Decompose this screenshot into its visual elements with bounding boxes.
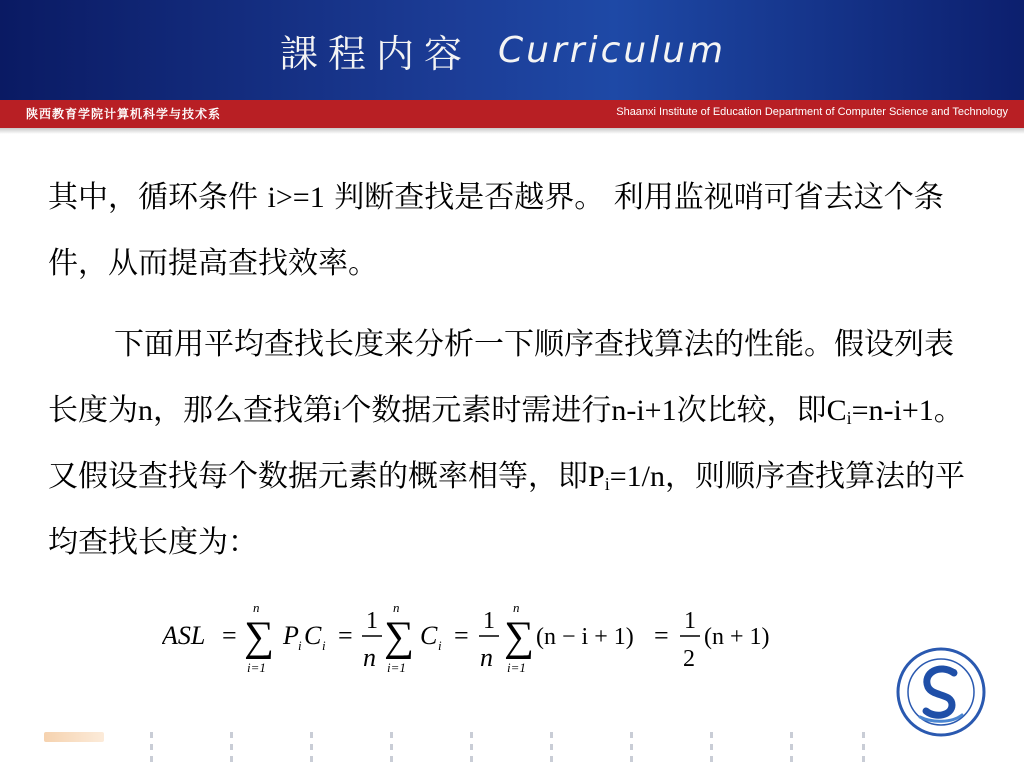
p2-i: i <box>333 394 342 427</box>
tick-mark <box>230 732 233 768</box>
formula-eq-3: = <box>454 621 469 650</box>
p1-text-b: 判断查找是否越界。 利用监视哨可省去这个条件，从而提高查找效率。 <box>48 180 944 281</box>
p2-pi-expr: =1/n <box>609 460 665 493</box>
tick-mark <box>630 732 633 768</box>
title-english: Curriculum <box>498 29 727 71</box>
tick-mark <box>550 732 553 768</box>
frac3-den: 2 <box>683 646 695 672</box>
org-name-english: Shaanxi Institute of Education Department of Computer Science and Technology <box>616 106 1008 118</box>
tick-mark <box>470 732 473 768</box>
frac1-num: 1 <box>366 608 378 634</box>
sum2-top: n <box>393 600 400 615</box>
org-name-chinese: 陕西教育学院计算机科学与技术系 <box>26 107 222 121</box>
p1-text-a: 其中，循环条件 <box>48 180 268 215</box>
sum1-top: n <box>253 600 260 615</box>
tick-mark <box>790 732 793 768</box>
p2-text-a: 下面用平均查找长度来分析一下顺序查找算法的性能。假设列表长度为 <box>48 327 954 428</box>
p2-pi-base: P <box>588 460 605 493</box>
p2-expr: n-i+1 <box>611 394 677 427</box>
p2-ci-expr: =n-i+1 <box>851 394 934 427</box>
frac2-num: 1 <box>483 608 495 634</box>
paragraph-analysis <box>48 312 978 576</box>
slide-title <box>280 22 726 78</box>
sum3-top: n <box>513 600 520 615</box>
band-shadow <box>0 128 1024 134</box>
formula-ci-2-sub: i <box>438 638 442 653</box>
frac2-den: n <box>480 643 493 672</box>
p2-text-b: ，那么查找第 <box>153 393 333 428</box>
sum3-sigma: ∑ <box>504 614 534 660</box>
p2-ci <box>827 394 934 427</box>
formula-eq-4: = <box>654 621 669 650</box>
tick-mark <box>310 732 313 768</box>
tick-mark <box>862 732 865 768</box>
sum2-sigma: ∑ <box>384 614 414 660</box>
formula-pi: P <box>283 621 299 650</box>
p2-ci-sub: i <box>846 408 852 428</box>
p2-text-f: ，则顺序查找算法的平均查找长度为： <box>48 459 965 560</box>
tick-mark <box>390 732 393 768</box>
formula-eq-2: = <box>338 621 353 650</box>
formula-ci: C <box>304 621 322 650</box>
p2-text-c: 个数据元素时需进行 <box>341 393 612 428</box>
formula-asl: ASL <box>162 621 206 650</box>
slide-header <box>0 0 1024 100</box>
formula-eq-1: = <box>222 621 237 650</box>
tick-mark <box>150 732 153 768</box>
frac1-den: n <box>363 643 376 672</box>
sum2-bottom: i=1 <box>387 660 406 675</box>
p2-n: n <box>138 394 153 427</box>
formula-ci-sub: i <box>322 638 326 653</box>
p2-pi <box>588 460 665 493</box>
sum3-bottom: i=1 <box>507 660 526 675</box>
formula-ci-2: C <box>420 621 438 650</box>
p1-condition: i>=1 <box>267 181 325 214</box>
tick-mark <box>710 732 713 768</box>
p2-text-d: 次比较，即 <box>676 393 827 428</box>
formula-paren-expr: (n − i + 1) <box>536 624 634 650</box>
sum1-sigma: ∑ <box>244 614 274 660</box>
p2-text-e: 。又假设查找每个数据元素的概率相等，即 <box>48 393 964 494</box>
p2-pi-sub: i <box>604 474 610 494</box>
p2-ci-base: C <box>826 394 847 427</box>
institute-logo <box>896 647 986 737</box>
formula-pi-sub: i <box>298 638 302 653</box>
org-band <box>0 100 1024 128</box>
sum1-bottom: i=1 <box>247 660 266 675</box>
paragraph-loop-condition <box>48 165 978 297</box>
asl-formula <box>162 600 802 680</box>
frac3-num: 1 <box>684 608 696 634</box>
title-chinese: 課程内容 <box>280 31 473 76</box>
bottom-decoration <box>0 728 1024 768</box>
formula-final-expr: (n + 1) <box>704 624 770 650</box>
